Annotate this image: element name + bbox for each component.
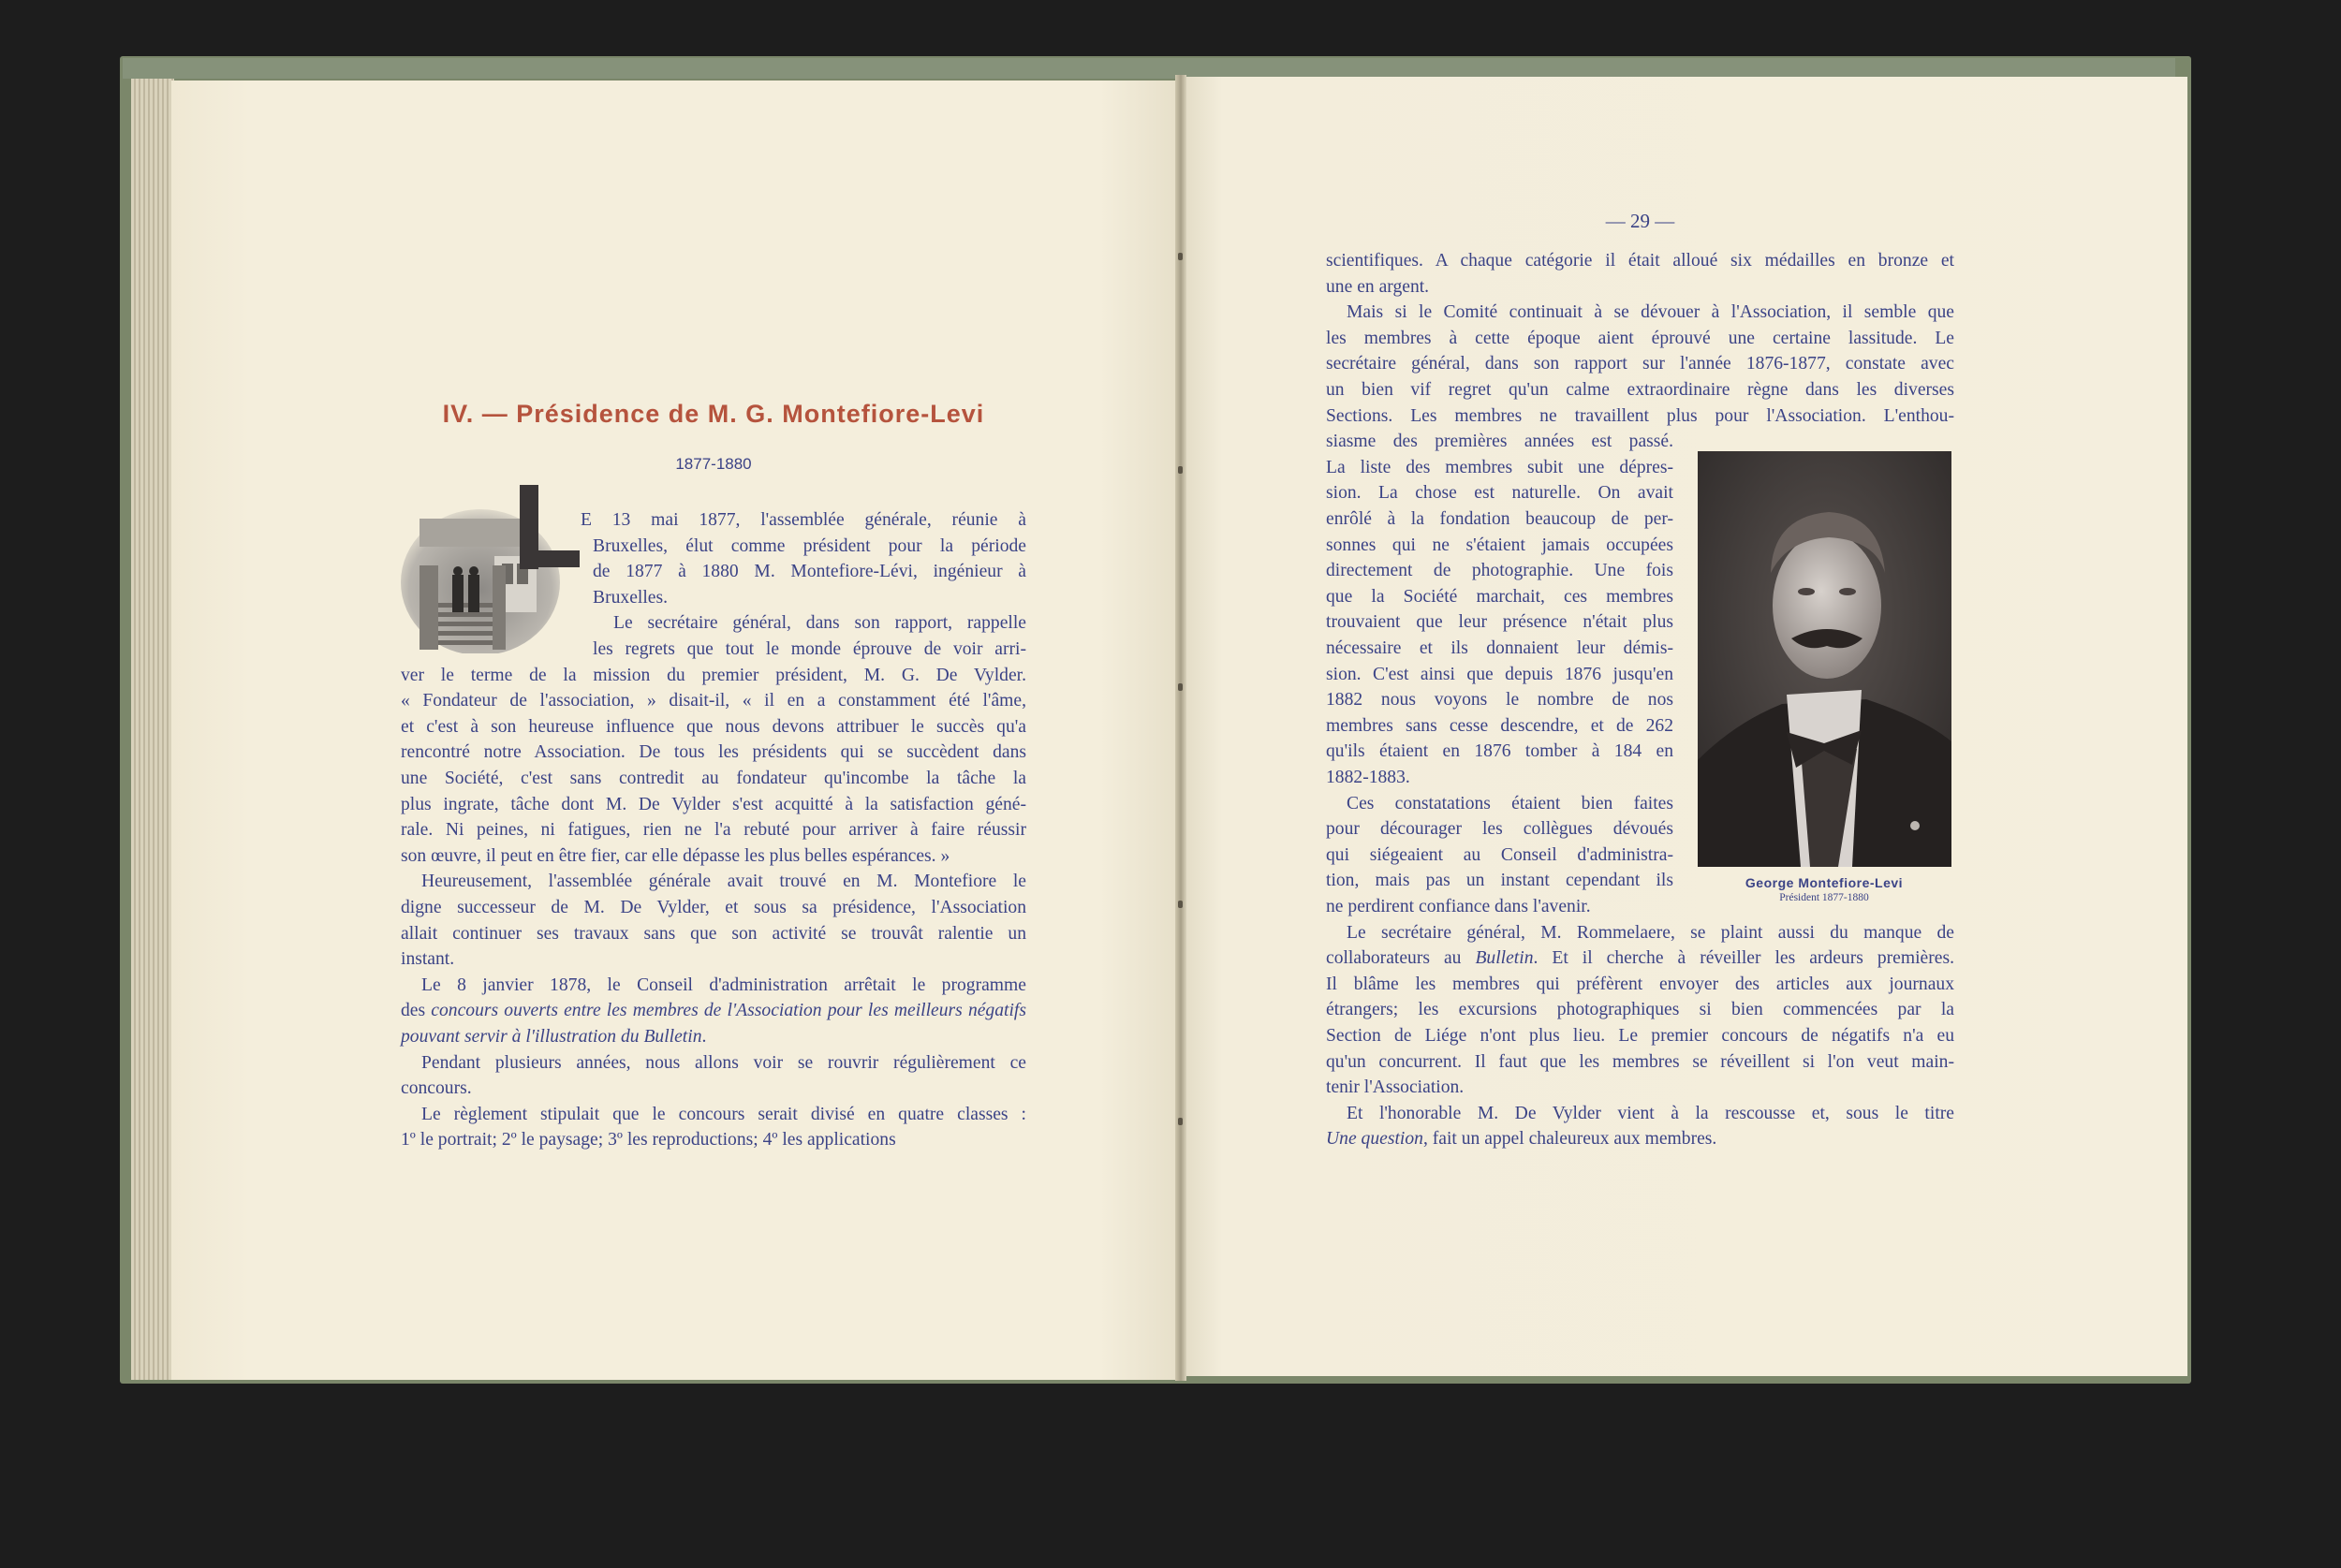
text-line: et c'est à son heureuse influence que nous devons attribuer le succès qu'a [401,716,1026,737]
text-line: nécessaire et ils donnaient leur démis- [1326,638,1673,658]
text-line: un bien vif regret qu'un calme extraordinaire règne dans les diverses [1326,380,1954,400]
text-line: membres sans cesse descendre, et de 262 [1326,715,1673,736]
italic-text: concours ouverts entre les membres de l'Association pour les meilleurs négatifs [431,1001,1026,1021]
text-line: digne successeur de M. De Vylder, et sous sa présidence, l'Association [401,898,1026,917]
italic-text: pouvant servir à l'illustration du Bulletin [401,1027,702,1047]
text-line: de 1877 à 1880 M. Montefiore-Lévi, ingénieur à [593,562,1026,582]
text-line: qui siégeaient au Conseil d'administra- [1326,844,1673,865]
text-line: sonnes qui ne s'étaient jamais occupées [1326,535,1673,555]
text-line: qu'un concurrent. Il faut que les membres se réveillent si l'on veut main- [1326,1051,1954,1072]
text-line: pour décourager les collègues dévoués [1326,819,1673,840]
text-line: Le règlement stipulait que le concours serait divisé en quatre classes : [421,1104,1026,1124]
text-line: Heureusement, l'assemblée générale avait trouvé en M. Montefiore le [421,872,1026,892]
text-line: ver le terme de la mission du premier président, M. G. De Vylder. [401,665,1026,685]
text-line: plus ingrate, tâche dont M. De Vylder s'est acquitté à la satisfaction géné- [401,794,1026,814]
text-line: Pendant plusieurs années, nous allons voir se rouvrir régulièrement ce [421,1052,1026,1073]
text-line: les membres à cette époque aient éprouvé une certaine lassitude. Le [1326,328,1954,348]
italic-text: Bulletin [1475,948,1534,969]
text-line: pouvant servir à l'illustration du Bulletin. [401,1027,707,1047]
text-line: 1882-1883. [1326,768,1410,787]
text-line: Et l'honorable M. De Vylder vient à la rescousse et, sous le titre [1347,1103,1954,1123]
text-line: Le secrétaire général, dans son rapport, rappelle [613,613,1026,634]
portrait-caption-name: George Montefiore-Levi [1745,875,1904,890]
text-line: 1882 nous voyons le nombre de nos [1326,690,1673,711]
text-line: instant. [401,949,455,970]
binding-stitch [1178,1118,1183,1125]
book-gutter [1175,75,1186,1381]
text-line: tenir l'Association. [1326,1077,1465,1098]
text-line: les regrets que tout le monde éprouve de voir arri- [593,639,1026,659]
text-line: directement de photographie. Une fois [1326,561,1673,581]
italic-text: Une question [1326,1129,1423,1150]
text-line: tion, mais pas un instant cependant ils [1326,871,1673,891]
text-line: siasme des premières années est passé. [1326,432,1673,452]
text-line: étrangers; les excursions photographiques si bien commencées par la [1326,1000,1954,1020]
binding-stitch [1178,901,1183,908]
text-line: ne perdirent confiance dans l'avenir. [1326,897,1591,916]
page-edges [131,79,174,1380]
text-line: E 13 mai 1877, l'assemblée générale, réunie à [581,510,1026,530]
dropcap-letter-L [518,485,580,569]
text-line: une Société, c'est sans contredit au fondateur qu'incombe la tâche la [401,769,1026,788]
text-line: scientifiques. A chaque catégorie il était alloué six médailles en bronze et [1326,251,1954,271]
text-line: son œuvre, il peut en être fier, car elle dépasse les plus belles espérances. » [401,845,950,866]
text-line: des concours ouverts entre les membres de l'Association pour les meilleurs négatifs [401,1001,1026,1021]
text-line: que la Société marchait, ces membres [1326,586,1673,607]
chapter-title: IV. — Présidence de M. G. Montefiore-Levi [442,400,985,428]
text-line: enrôlé à la fondation beaucoup de per- [1326,509,1673,529]
text-line: une en argent. [1326,276,1430,297]
text-line: Le secrétaire général, M. Rommelaere, se plaint aussi du manque de [1347,922,1954,943]
chapter-period: 1877-1880 [675,455,752,473]
text-line: sion. C'est ainsi que depuis 1876 jusqu'en [1326,664,1673,684]
text-line: rale. Ni peines, ni fatigues, rien ne l'a rebuté pour arriver à faire réussir [401,820,1026,841]
text-line: Le 8 janvier 1878, le Conseil d'administration arrêtait le programme [421,975,1026,995]
portrait-photo [1698,451,1951,867]
text-line: Ces constatations étaient bien faites [1347,793,1673,813]
text-line: La liste des membres subit une dépres- [1326,457,1673,477]
text-line: 1º le portrait; 2º le paysage; 3º les reproductions; 4º les applications [401,1130,896,1150]
text-line: Bruxelles, élut comme président pour la période [593,535,1026,556]
text-line: Il blâme les membres qui préfèrent envoyer des articles aux journaux [1326,974,1954,994]
text-line: Mais si le Comité continuait à se dévouer à l'Association, il semble que [1347,302,1954,323]
text-line: rencontré notre Association. De tous les présidents qui se succèdent dans [401,742,1026,763]
text-line: collaborateurs au Bulletin. Et il cherche à réveiller les ardeurs premières. [1326,948,1955,969]
book-cover-top-edge [123,58,2175,79]
text-line: qu'ils étaient en 1876 tomber à 184 en [1326,741,1673,762]
text-line: allait continuer ses travaux sans que son activité se trouvât ralentie un [401,923,1026,944]
text-line: concours. [401,1078,472,1099]
text-line: trouvaient que leur présence n'était plus [1326,612,1673,633]
portrait-caption-role: Président 1877-1880 [1779,892,1869,903]
text-line: Sections. Les membres ne travaillent plus pour l'Association. L'enthou- [1326,405,1954,426]
text-line: Section de Liége n'ont plus lieu. Le premier concours de négatifs n'a eu [1326,1026,1954,1046]
text-line: « Fondateur de l'association, » disait-il, « il en a constamment été l'âme, [401,691,1026,711]
binding-stitch [1178,253,1183,260]
binding-stitch [1178,683,1183,691]
page-number: — 29 — [1605,210,1675,232]
binding-stitch [1178,466,1183,474]
text-line: Bruxelles. [593,587,668,608]
text-line: Une question, fait un appel chaleureux aux membres. [1326,1129,1717,1150]
text-line: secrétaire général, dans son rapport sur l'année 1876-1877, constate avec [1326,354,1954,374]
text-line: sion. La chose est naturelle. On avait [1326,483,1673,504]
